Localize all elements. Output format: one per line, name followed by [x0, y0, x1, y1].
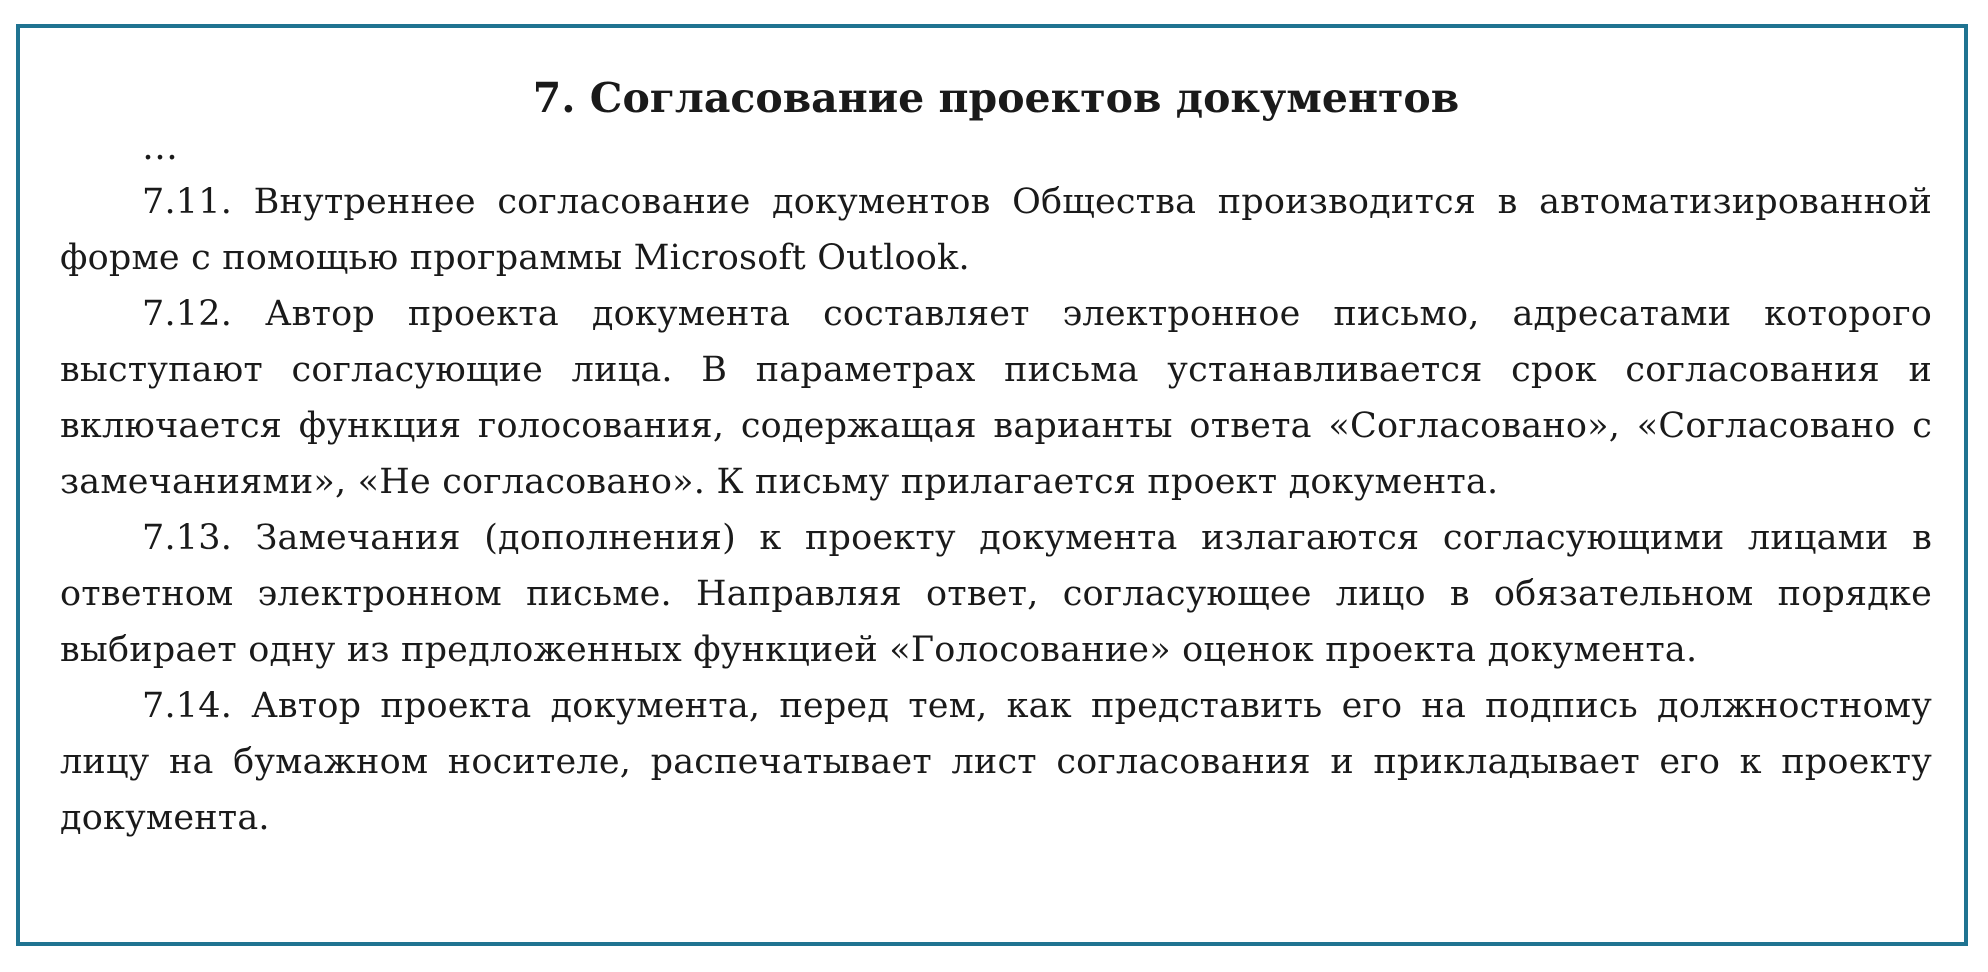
- section-title: 7. Согласование проектов документов: [532, 74, 1460, 122]
- omission-ellipsis: …: [142, 127, 178, 168]
- document-frame: [16, 24, 1968, 946]
- paragraph-7-12: 7.12. Автор проекта документа составляет электронное письмо, адресатами которого выступают согласующие лица. В параметрах письма устанавливается срок согласования и включается функция голосования, содержащая варианты ответа «Согласовано», «Согласовано с замечаниями», «Не согласовано». К письму прилагается проект документа.: [60, 294, 1932, 502]
- paragraph-7-13: 7.13. Замечания (дополнения) к проекту документа излагаются согласующими лицами в ответном электронном письме. Направляя ответ, согласующее лицо в обязательном порядке выбирает одну из предложенных функцией «Голосование» оценок проекта документа.: [60, 518, 1932, 670]
- paragraph-7-11: 7.11. Внутреннее согласование документов Общества производится в автоматизированной форме с помощью программы Microsoft Outlook.: [60, 182, 1932, 278]
- document-content: [60, 72, 1932, 846]
- paragraph-7-14: 7.14. Автор проекта документа, перед тем, как представить его на подпись должностному лицу на бумажном носителе, распечатывает лист согласования и прикладывает его к проекту документа.: [60, 686, 1932, 838]
